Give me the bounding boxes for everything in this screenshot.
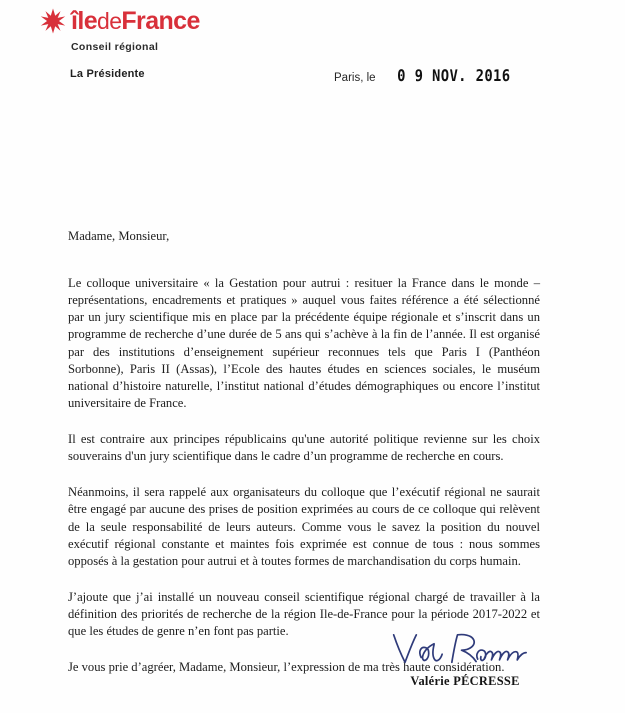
body-paragraph: J’ajoute que j’ai installé un nouveau conseil scientifique régional chargé de travailler à la définition des priorités de recherche de la région Ile-de-France pour la période 2017-2022 et que les études de genre n’en font pas partie. [68, 589, 540, 639]
signature-block [355, 630, 575, 689]
body-paragraph: Néanmoins, il sera rappelé aux organisateurs du colloque que l’exécutif régional ne saurait être engagé par aucune des prises de position exprimées au cours de ce colloque qui relèvent de la seule responsabilité de leurs auteurs. Comme vous le savez la position du nouvel exécutif régional constante et maintes fois exprimée est connue de tous : nous sommes opposés à la gestation pour autrui et à toutes formes de marchandisation du corps humain. [68, 485, 540, 568]
closing-formula: Je vous prie d’agréer, Madame, Monsieur, l’expression de ma très haute considération. [68, 660, 505, 675]
letter-body [68, 228, 540, 676]
brand-subtitle: Conseil régional [71, 41, 159, 53]
date-stamp: 0 9 NOV. 2016 [396, 66, 511, 85]
body-paragraph: Le colloque universitaire « la Gestation pour autrui : resituer la France dans le monde – représentations, encadrements et pratiques » auquel vous faites référence a été sélectionné par un jury scientifique mis en place par la précédente équipe régionale et s’inscrit dans un programme de recherche d’une durée de 5 ans qui s’achève à la fin de l’année. Il est organisé par des institutions d’enseignement supérieur reconnues tels que Paris I (Panthéon Sorbonne), Paris II (Assas), l’Ecole des hautes études en sciences sociales, le muséum national d’histoire naturelle, l’institut national d’études démographiques ou encore l’institut universitaire de France. [68, 276, 540, 410]
brand-wordmark [71, 8, 200, 34]
signatory-name: Valérie PÉCRESSE [410, 674, 520, 688]
dateline-city-label: Paris, le [334, 72, 376, 84]
brand-word-de: de [97, 8, 122, 34]
salutation: Madame, Monsieur, [68, 229, 170, 243]
letterhead [40, 6, 290, 53]
dateline [334, 66, 519, 85]
brand-word-ile: île [71, 7, 97, 35]
brand-logo [40, 6, 290, 36]
sender-role: La Présidente [70, 68, 145, 80]
brand-word-france: France [121, 7, 200, 35]
body-paragraph: Il est contraire aux principes républicains qu'une autorité politique revienne sur les choix souverains d'un jury scientifique dans le cadre d’un programme de recherche en cours. [68, 432, 540, 464]
star-burst-icon [40, 8, 66, 34]
handwritten-signature-icon [384, 630, 546, 672]
